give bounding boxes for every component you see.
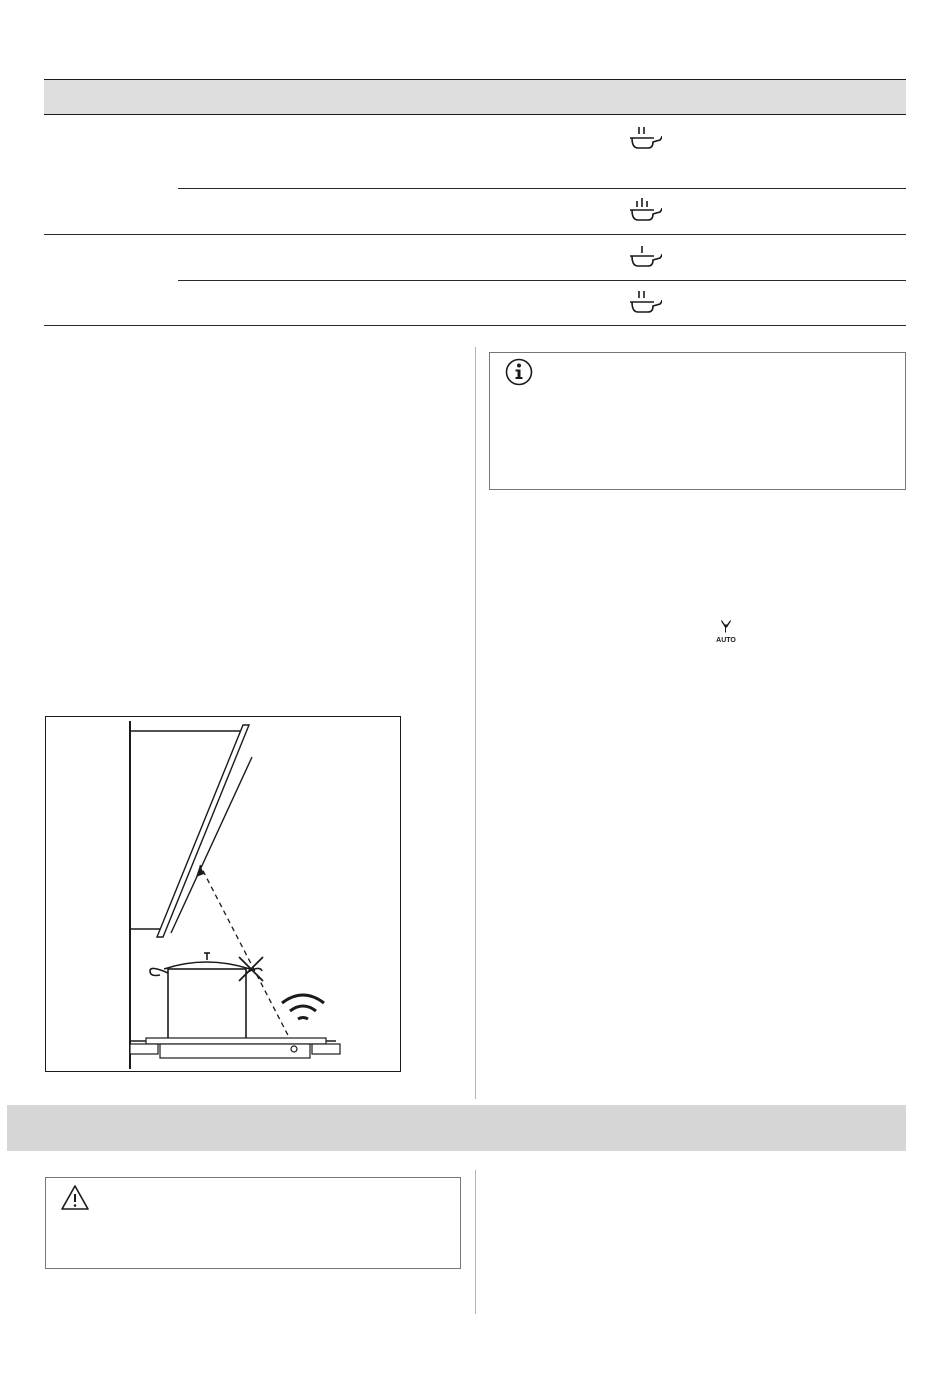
hood-sensor-figure [45,716,401,1072]
group-divider [44,234,906,235]
warning-triangle-icon [60,1184,90,1212]
row-divider [178,188,906,189]
pan-steam-high-icon [628,198,662,224]
warning-box [45,1177,461,1269]
column-separator [475,1170,476,1314]
auto-label: AUTO [716,637,736,644]
column-separator [475,347,476,1099]
pan-steam-medium-icon [628,126,662,152]
section-heading-band [7,1105,906,1151]
pan-steam-low-icon [628,244,662,270]
table-header [44,79,906,115]
pan-steam-medium-icon [628,290,662,316]
table-bottom-border [44,325,906,326]
info-box [489,352,906,490]
hood-sensor-diagram [46,717,400,1071]
fan-auto-icon [713,618,739,644]
row-divider [178,280,906,281]
info-icon [504,357,534,387]
